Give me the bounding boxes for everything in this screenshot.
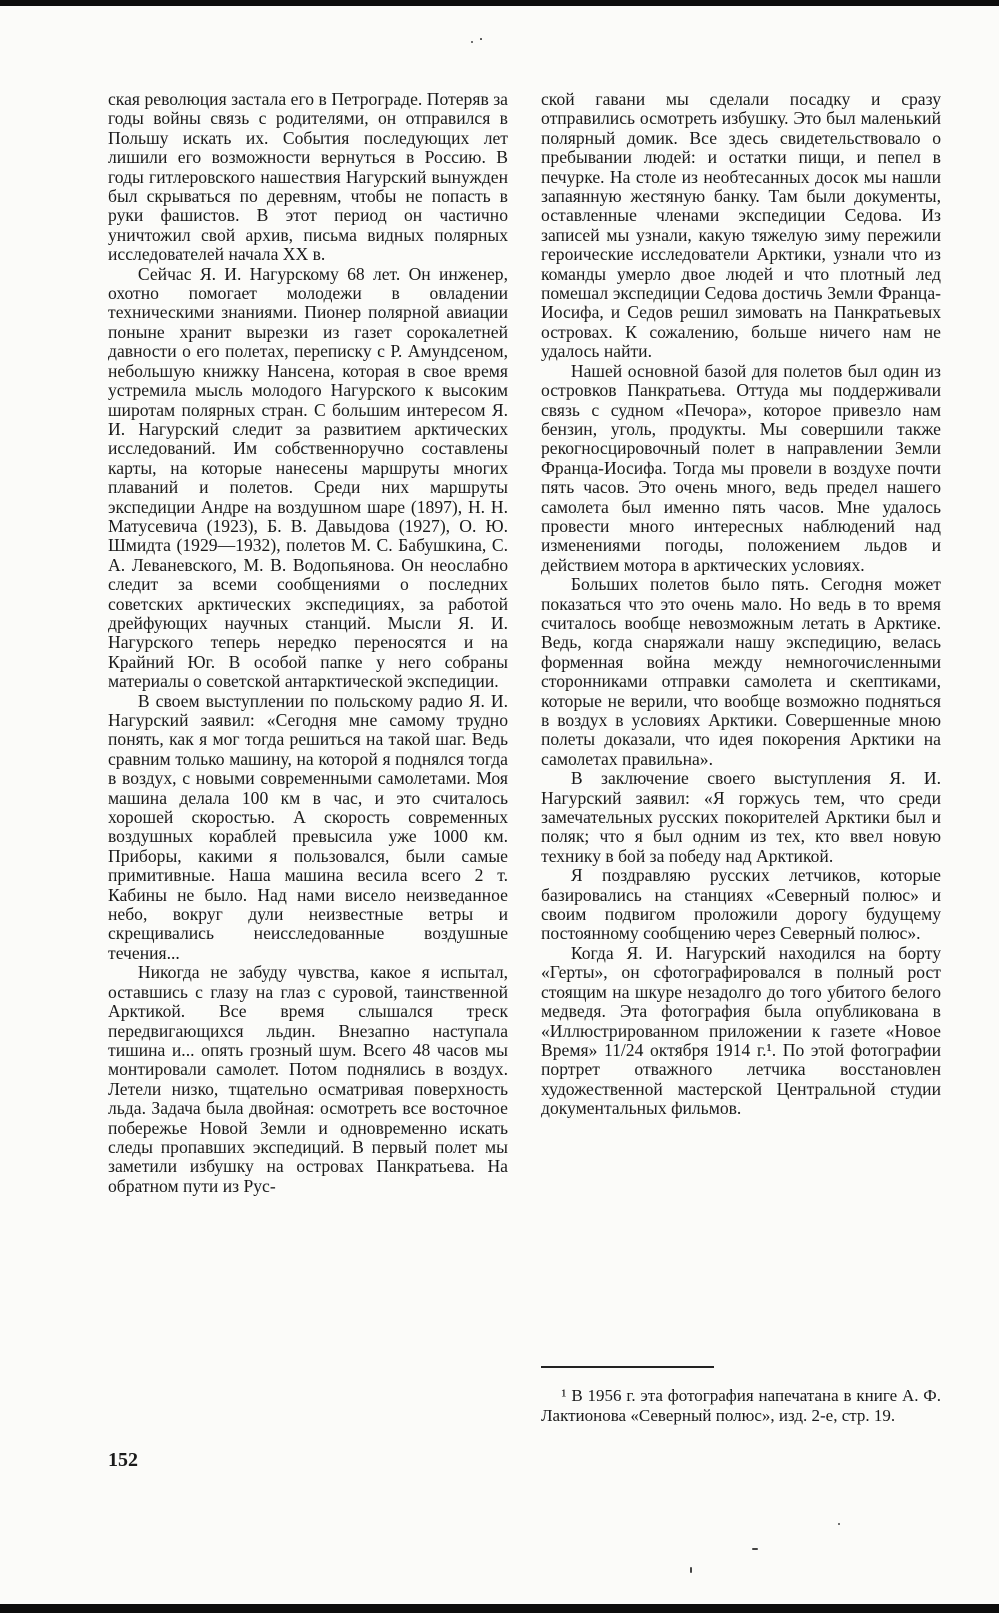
paragraph: ской гавани мы сделали посадку и сразу отправились осмотреть избушку. Это был маленький полярный домик. Все здесь свидетельствовало о пребывании людей: и остатки пищи, и пепел в печурке. На столе из необтесанных досок мы нашли запаянную жестяную банку. Там были документы, оставленные членами экспедиции Седова. Из записей мы узнали, какую тяжелую зиму пережили героические исследователи Арктики, узнали что из команды умерло двое людей и что плотный лед помешал экспедиции Седова достичь Земли Франца-Иосифа, и Седов решил зимовать на Панкратьевых островах. К сожалению, больше ничего нам не удалось найти.	[541, 89, 941, 362]
paragraph: В своем выступлении по польскому радио Я. И. Нагурский заявил: «Сегодня мне самому трудно понять, как я мог тогда решиться на такой шаг. Ведь сравним только машину, на которой я поднялся тогда в воздух, с новыми современными самолетами. Моя машина делала 100 км в час, и это считалось хорошей скоростью. А скорость современных воздушных кораблей превысила уже 1000 км. Приборы, какими я пользовался, были самые примитивные. Наша машина весила всего 2 т. Кабины не было. Над нами висело неизведанное небо, вокруг дули неизвестные ветры и скрещивались неисследованные воздушные течения...	[108, 690, 508, 963]
page-top-border	[0, 0, 999, 6]
paragraph: Когда Я. И. Нагурский находился на борту «Герты», он сфотографировался в полный рост стоящим на шкуре незадолго до того убитого белого медведя. Эта фотография была опубликована в «Иллюстрированном приложении к газете «Новое Время» 11/24 октября 1914 г.¹. По этой фотографии портрет отважного летчика восстановлен художественной мастерской Центральной студии документальных фильмов.	[541, 942, 941, 1119]
paragraph: Я поздравляю русских летчиков, которые базировались на станциях «Северный полюс» и своим подвигом проложили дорогу будущему постоянному сообщению через Северный полюс».	[541, 865, 941, 944]
page-number: 152	[108, 1449, 138, 1471]
footnote-divider	[541, 1366, 714, 1368]
page-bottom-border	[0, 1604, 999, 1613]
paragraph: Больших полетов было пять. Сегодня может показаться что это очень мало. Но ведь в то время считалось вообще невозможным летать в Арктике. Ведь, когда снаряжали нашу экспедицию, велась форменная война между немногочисленными сторонниками отправки самолета и скептиками, которые не верили, что вообще возможно подняться в воздух в условиях Арктики. Совершенные мною полеты доказали, что идея покорения Арктики на самолетах правильна».	[541, 574, 941, 769]
scan-speck	[752, 1548, 758, 1550]
scan-speck	[471, 41, 473, 43]
right-column	[541, 90, 941, 1119]
footnote	[541, 1386, 941, 1426]
left-column	[108, 90, 508, 1196]
paragraph: Нашей основной базой для полетов был один из островков Панкратьева. Оттуда мы поддерживали связь с судном «Печора», которое привезло нам бензин, уголь, продукты. Мы совершили также рекогносцировочный полет в направлении Земли Франца-Иосифа. Тогда мы провели в воздухе почти пять часов. Это очень много, ведь предел нашего самолета был именно пять часов. Мне удалось провести много интересных наблюдений над изменениями погоды, положением льдов и действием мотора в арктических условиях.	[541, 360, 941, 575]
scan-speck	[480, 38, 482, 40]
scan-speck	[690, 1567, 692, 1573]
footnote-text: ¹ В 1956 г. эта фотография напечатана в книге А. Ф. Лактионова «Северный полюс», изд. 2-е, стр. 19.	[541, 1386, 941, 1425]
paragraph: В заключение своего выступления Я. И. Нагурский заявил: «Я горжусь тем, что среди замечательных русских покорителей Арктики был и поляк; что я был одним из тех, кто ввел новую технику в бой за победу над Арктикой.	[541, 768, 941, 866]
scan-speck	[838, 1523, 840, 1525]
paragraph: Сейчас Я. И. Нагурскому 68 лет. Он инженер, охотно помогает молодежи в овладении техническими знаниями. Пионер полярной авиации поныне хранит вырезки из газет сорокалетней давности о его полетах, переписку с Р. Амундсеном, небольшую книжку Нансена, которая в свое время устремила мысль молодого Нагурского к высоким широтам полярных стран. С большим интересом Я. И. Нагурский следит за развитием арктических исследований. Им собственноручно составлены карты, на которые нанесены маршруты многих плаваний и полетов. Среди них маршруты экспедиции Андре на воздушном шаре (1897), Н. Н. Матусевича (1923), Б. В. Давыдова (1927), О. Ю. Шмидта (1929—1932), полетов М. С. Бабушкина, С. А. Леваневского, М. В. Водопьянова. Он неослабно следит за всеми сообщениями о последних советских арктических экспедициях, за работой дрейфующих научных станций. Мысли Я. И. Нагурского теперь нередко переносятся и на Крайний Юг. В особой папке у него собраны материалы о советской антарктической экспедиции.	[108, 263, 508, 692]
paragraph: ская революция застала его в Петрограде. Потеряв за годы войны связь с родителями, он отправился в Польшу искать их. События последующих лет лишили его возможности вернуться в Россию. В годы гитлеровского нашествия Нагурский вынужден был скрываться по деревням, чтобы не попасть в руки фашистов. В этот период он частично уничтожил свой архив, письма видных полярных исследователей начала XX в.	[108, 89, 508, 265]
paragraph: Никогда не забуду чувства, какое я испытал, оставшись с глазу на глаз с суровой, таинственной Арктикой. Все время слышался треск передвигающихся льдин. Внезапно наступала тишина и... опять грозный шум. Всего 48 часов мы монтировали самолет. Потом поднялись в воздух. Летели низко, тщательно осматривая поверхность льда. Задача была двойная: осмотреть все восточное побережье Новой Земли и одновременно искать следы пропавших экспедиций. В первый полет мы заметили избушку на островах Панкратьева. На обратном пути из Рус-	[108, 962, 508, 1196]
